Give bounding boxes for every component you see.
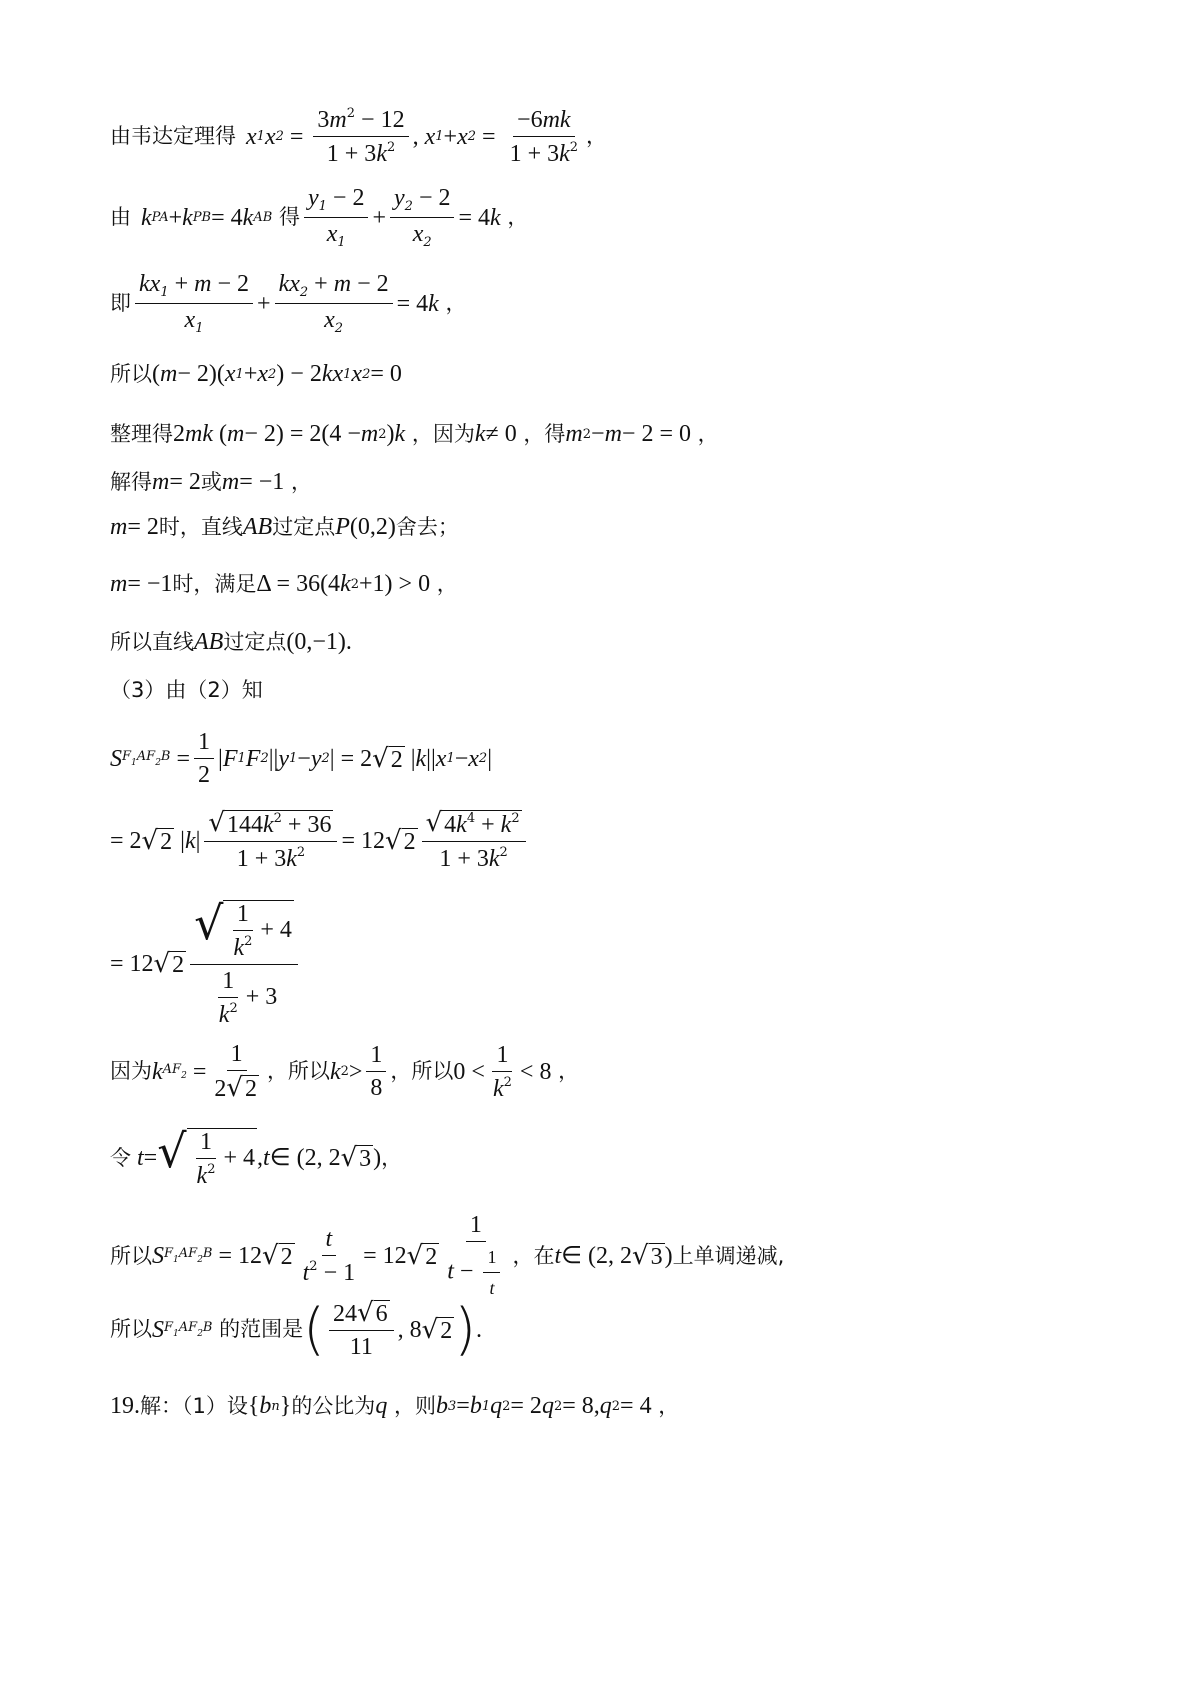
- line-vieta: 由韦达定理得 x 1 x 2 = $\frac{3m^2 - 12}{1 + 3k^2}$ , x 1 + x 2 = $\frac{-6mk}{1 + 3k^2}$ ，: [110, 106, 608, 167]
- line-area-step2: = 2 √ 2 | k | √ $144k^2 + 36$ $1 + 3k^2$ = 12 √ 2 √ $4k^4 + k^2$ $1 + 3k^2$: [110, 810, 530, 871]
- line-area-formula: S $F_1AF_2B$ = $\frac{1}{2}$ | F 1 F 2 || y 1 − y 2 | = 2 √ 2 | k || x 1 − x 2 |: [110, 729, 493, 788]
- line-area-step3: = 12 √ 2 √ $\frac{1}{k^2}$ + 4 $\frac{1}{k^2}$ + 3: [110, 900, 302, 1027]
- line-simplify: 整理得 2 mk ( m − 2) = 2(4 − m 2 ) k ，因为 k ≠ 0 ，得 m 2 − m − 2 = 0 ，: [110, 421, 719, 447]
- line-part3: （3）由（2）知: [110, 678, 263, 702]
- line-slope-af2: 因为 k $AF_2$ = 1 2 √ 2 ，所以 k 2 > $\frac{1}{8}$ ，所以 0 < $\frac{1}{k^2}$ < 8 ，: [110, 1041, 580, 1103]
- line-monotonic: 所以 S $F_1AF_2B$ = 12 √ 2 $\frac{t}{t^2 - 1}$ = 12 √ 2 1 t − $\frac{1}{t}$ ，在 t ∈ (2, 2 √ 3 ) 上单调递减,: [110, 1212, 785, 1298]
- line-substitution-t: 令 t = √ $\frac{1}{k^2}$ + 4 , t ∈ (2, 2 √ 3 ) ，: [110, 1124, 403, 1189]
- line-m-2: m = 2 时，直线 AB 过定点 P (0,2) 舍去；: [110, 514, 459, 540]
- line-substitution: 即 $\frac{kx_1 + m - 2}{x_1}$ + $\frac{kx_2 + m - 2}{x_2}$ = 4 k ，: [110, 271, 467, 336]
- line-m-neg1: m = −1 时，满足 Δ = 36(4 k 2 +1) > 0 ，: [110, 571, 458, 597]
- line-area-range: 所以 S $F_1AF_2B$ 的范围是 ( 24 √ 6 11 , 8 √ 2 ) .: [110, 1296, 483, 1362]
- line-slope-condition: 由 k PA + k PB = 4 k AB 得 $\frac{y_1 - 2}{x_1}$ + $\frac{y_2 - 2}{x_2}$ = 4 k ，: [110, 185, 529, 250]
- line-product: 所以 ( m − 2)( x 1 + x 2 ) − 2 kx 1 x 2 = 0: [110, 361, 402, 387]
- line-solve-m: 解得 m = 2 或 m = −1 ，: [110, 469, 312, 495]
- line-fixed-point: 所以直线 AB 过定点 (0,−1).: [110, 629, 352, 655]
- line-q19: 19. 解：（1）设 { b n } 的公比为 q ，则 b 3 = b 1 q 2 = 2 q 2 = 8, q 2 = 4 ，: [110, 1393, 680, 1419]
